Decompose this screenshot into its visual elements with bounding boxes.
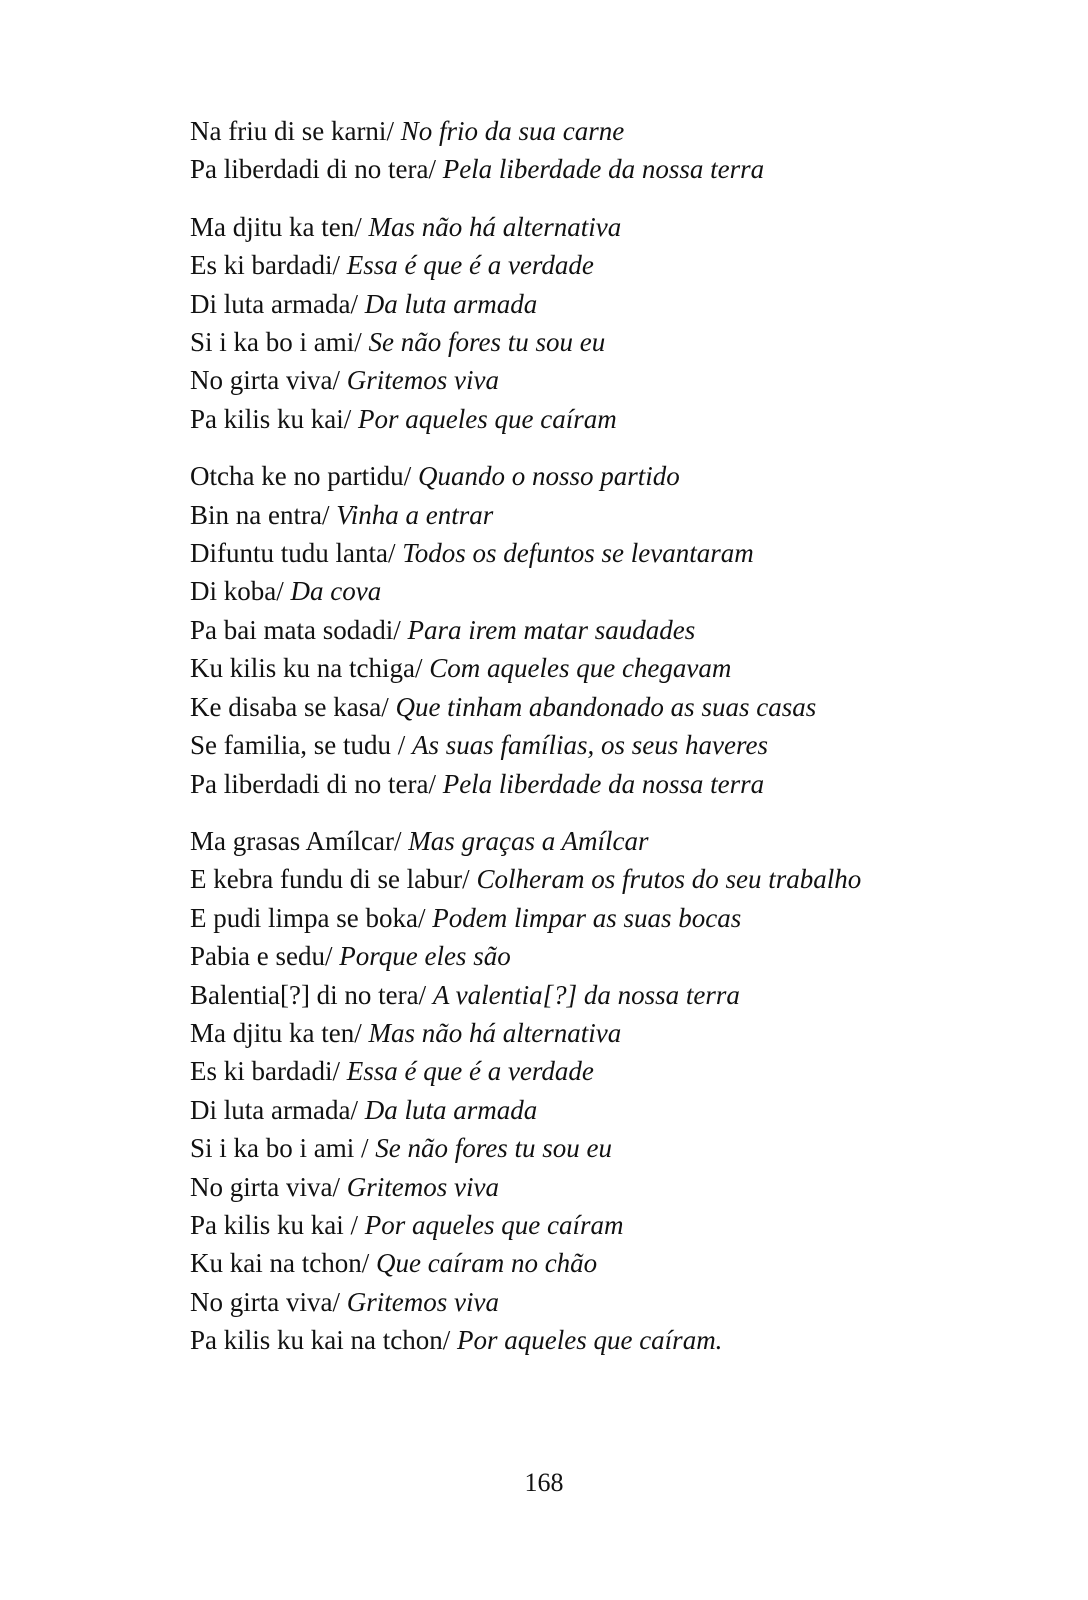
kriol-text: Pa liberdadi di no tera bbox=[190, 154, 429, 185]
verse-line bbox=[190, 726, 1050, 764]
verse-line bbox=[190, 860, 1050, 898]
portuguese-translation: Gritemos viva bbox=[346, 365, 499, 396]
kriol-text: Di luta armada bbox=[190, 288, 351, 319]
kriol-text: No girta viva bbox=[190, 1171, 333, 1202]
portuguese-translation: Com aqueles que chegavam bbox=[429, 653, 732, 684]
verse-line bbox=[190, 285, 1050, 323]
portuguese-translation: Da luta armada bbox=[364, 1094, 538, 1125]
kriol-text: E kebra fundu di se labur bbox=[190, 864, 463, 895]
line-separator: / bbox=[332, 1286, 347, 1317]
stanza-4 bbox=[190, 822, 1050, 1360]
line-separator: / bbox=[442, 1325, 457, 1356]
portuguese-translation: Da cova bbox=[290, 576, 382, 607]
kriol-text: Difuntu tudu lanta bbox=[190, 538, 388, 569]
kriol-text: Ma djitu ka ten bbox=[190, 211, 355, 242]
stanza-3 bbox=[190, 457, 1050, 803]
portuguese-translation: Mas não há alternativa bbox=[368, 1017, 622, 1048]
line-separator: / bbox=[403, 461, 418, 492]
kriol-text: Otcha ke no partidu bbox=[190, 461, 404, 492]
portuguese-translation: Essa é que é a verdade bbox=[346, 250, 594, 281]
portuguese-translation: Pela liberdade da nossa terra bbox=[442, 154, 765, 185]
verse-line bbox=[190, 457, 1050, 495]
kriol-text: Pabia e sedu bbox=[190, 941, 325, 972]
verse-line bbox=[190, 1206, 1050, 1244]
line-separator: / bbox=[321, 499, 337, 530]
portuguese-translation: Porque eles são bbox=[339, 941, 511, 972]
portuguese-translation: Por aqueles que caíram. bbox=[456, 1325, 723, 1356]
kriol-text: Ku kai na tchon bbox=[190, 1248, 362, 1279]
line-separator: / bbox=[417, 902, 433, 933]
kriol-text: Es ki bardadi bbox=[190, 1056, 333, 1087]
line-separator: / bbox=[414, 653, 430, 684]
page-number: 168 bbox=[524, 1468, 564, 1497]
portuguese-translation: No frio da sua carne bbox=[400, 116, 625, 146]
verse-line bbox=[190, 208, 1050, 246]
kriol-text: E pudi limpa se boka bbox=[190, 902, 418, 933]
kriol-text: Pa liberdadi di no tera bbox=[190, 768, 429, 799]
portuguese-translation: Que caíram no chão bbox=[375, 1248, 598, 1279]
line-separator: / bbox=[361, 1248, 376, 1279]
verse-line bbox=[190, 899, 1050, 937]
line-separator: / bbox=[386, 116, 401, 146]
portuguese-translation: Gritemos viva bbox=[346, 1286, 499, 1317]
portuguese-translation: Todos os defuntos se levantaram bbox=[402, 538, 754, 569]
portuguese-translation: As suas famílias, os seus haveres bbox=[411, 730, 768, 761]
line-separator: / bbox=[354, 327, 369, 358]
kriol-text: Bin na entra bbox=[190, 499, 322, 530]
portuguese-translation: Vinha a entrar bbox=[336, 499, 494, 530]
verse-line bbox=[190, 1091, 1050, 1129]
verse-line bbox=[190, 496, 1050, 534]
verse-line bbox=[190, 323, 1050, 361]
kriol-text: Ke disaba se kasa bbox=[190, 691, 382, 722]
line-separator: / bbox=[361, 1133, 376, 1164]
kriol-text: Si i ka bo i ami bbox=[190, 327, 355, 358]
kriol-text: No girta viva bbox=[190, 365, 333, 396]
verse-line bbox=[190, 400, 1050, 438]
verse-line bbox=[190, 1283, 1050, 1321]
portuguese-translation: Se não fores tu sou eu bbox=[368, 327, 606, 358]
stanza-1 bbox=[190, 112, 1050, 189]
line-separator: / bbox=[332, 250, 347, 281]
line-separator: / bbox=[332, 365, 347, 396]
kriol-text: Pa bai mata sodadi bbox=[190, 614, 394, 645]
portuguese-translation: Se não fores tu sou eu bbox=[375, 1133, 612, 1164]
line-separator: / bbox=[324, 941, 340, 972]
portuguese-translation: Quando o nosso partido bbox=[417, 461, 680, 492]
line-separator: / bbox=[418, 979, 433, 1010]
line-separator: / bbox=[393, 825, 409, 856]
verse-line bbox=[190, 765, 1050, 803]
portuguese-translation: Mas não há alternativa bbox=[368, 211, 622, 242]
line-separator: / bbox=[276, 576, 291, 607]
portuguese-translation: Essa é que é a verdade bbox=[346, 1056, 594, 1087]
line-separator: / bbox=[393, 614, 408, 645]
portuguese-translation: A valentia[?] da nossa terra bbox=[432, 979, 740, 1010]
verse-line bbox=[190, 976, 1050, 1014]
portuguese-translation: Por aqueles que caíram bbox=[364, 1209, 624, 1240]
kriol-text: Na friu di se karni bbox=[190, 116, 387, 146]
verse-line bbox=[190, 572, 1050, 610]
verse-line bbox=[190, 361, 1050, 399]
portuguese-translation: Que tinham abandonado as suas casas bbox=[395, 691, 817, 722]
line-separator: / bbox=[332, 1171, 347, 1202]
line-separator: / bbox=[354, 211, 369, 242]
line-separator: / bbox=[428, 154, 443, 185]
verse-line bbox=[190, 1052, 1050, 1090]
line-separator: / bbox=[354, 1017, 369, 1048]
kriol-text: Ma djitu ka ten bbox=[190, 1017, 355, 1048]
kriol-text: Pa kilis ku kai bbox=[190, 1209, 351, 1240]
line-separator: / bbox=[381, 691, 396, 722]
stanza-2 bbox=[190, 208, 1050, 438]
portuguese-translation: Colheram os frutos do seu trabalho bbox=[476, 864, 862, 895]
line-separator: / bbox=[462, 864, 477, 895]
kriol-text: Es ki bardadi bbox=[190, 250, 333, 281]
line-separator: / bbox=[350, 288, 365, 319]
portuguese-translation: Podem limpar as suas bocas bbox=[432, 902, 742, 933]
line-separator: / bbox=[350, 1094, 365, 1125]
portuguese-translation: Da luta armada bbox=[364, 288, 538, 319]
line-separator: / bbox=[387, 538, 403, 569]
portuguese-translation: Pela liberdade da nossa terra bbox=[442, 768, 765, 799]
verse-line bbox=[190, 1321, 1050, 1359]
verse-line bbox=[190, 611, 1050, 649]
verse-line bbox=[190, 688, 1050, 726]
verse-line bbox=[190, 822, 1050, 860]
line-separator: / bbox=[397, 730, 412, 761]
verse-line bbox=[190, 1168, 1050, 1206]
kriol-text: Si i ka bo i ami bbox=[190, 1133, 361, 1164]
verse-line bbox=[190, 937, 1050, 975]
kriol-text: Pa kilis ku kai na tchon bbox=[190, 1325, 443, 1356]
verse-line bbox=[190, 112, 1050, 150]
kriol-text: Ma grasas Amílcar bbox=[190, 825, 394, 856]
kriol-text: No girta viva bbox=[190, 1286, 333, 1317]
verse-line bbox=[190, 534, 1050, 572]
line-separator: / bbox=[350, 1209, 365, 1240]
verse-line bbox=[190, 246, 1050, 284]
kriol-text: Di koba bbox=[190, 576, 277, 607]
poem-body bbox=[190, 112, 1050, 1379]
line-separator: / bbox=[343, 403, 359, 434]
line-separator: / bbox=[428, 768, 443, 799]
kriol-text: Se familia, se tudu bbox=[190, 730, 398, 761]
kriol-text: Pa kilis ku kai bbox=[190, 403, 344, 434]
verse-line bbox=[190, 1014, 1050, 1052]
verse-line bbox=[190, 1129, 1050, 1167]
verse-line bbox=[190, 1244, 1050, 1282]
portuguese-translation: Mas graças a Amílcar bbox=[408, 825, 649, 856]
portuguese-translation: Por aqueles que caíram bbox=[358, 403, 617, 434]
verse-line bbox=[190, 649, 1050, 687]
verse-line bbox=[190, 150, 1050, 188]
line-separator: / bbox=[332, 1056, 347, 1087]
kriol-text: Balentia[?] di no tera bbox=[190, 979, 419, 1010]
kriol-text: Ku kilis ku na tchiga bbox=[190, 653, 415, 684]
portuguese-translation: Gritemos viva bbox=[346, 1171, 499, 1202]
kriol-text: Di luta armada bbox=[190, 1094, 351, 1125]
portuguese-translation: Para irem matar saudades bbox=[407, 614, 696, 645]
